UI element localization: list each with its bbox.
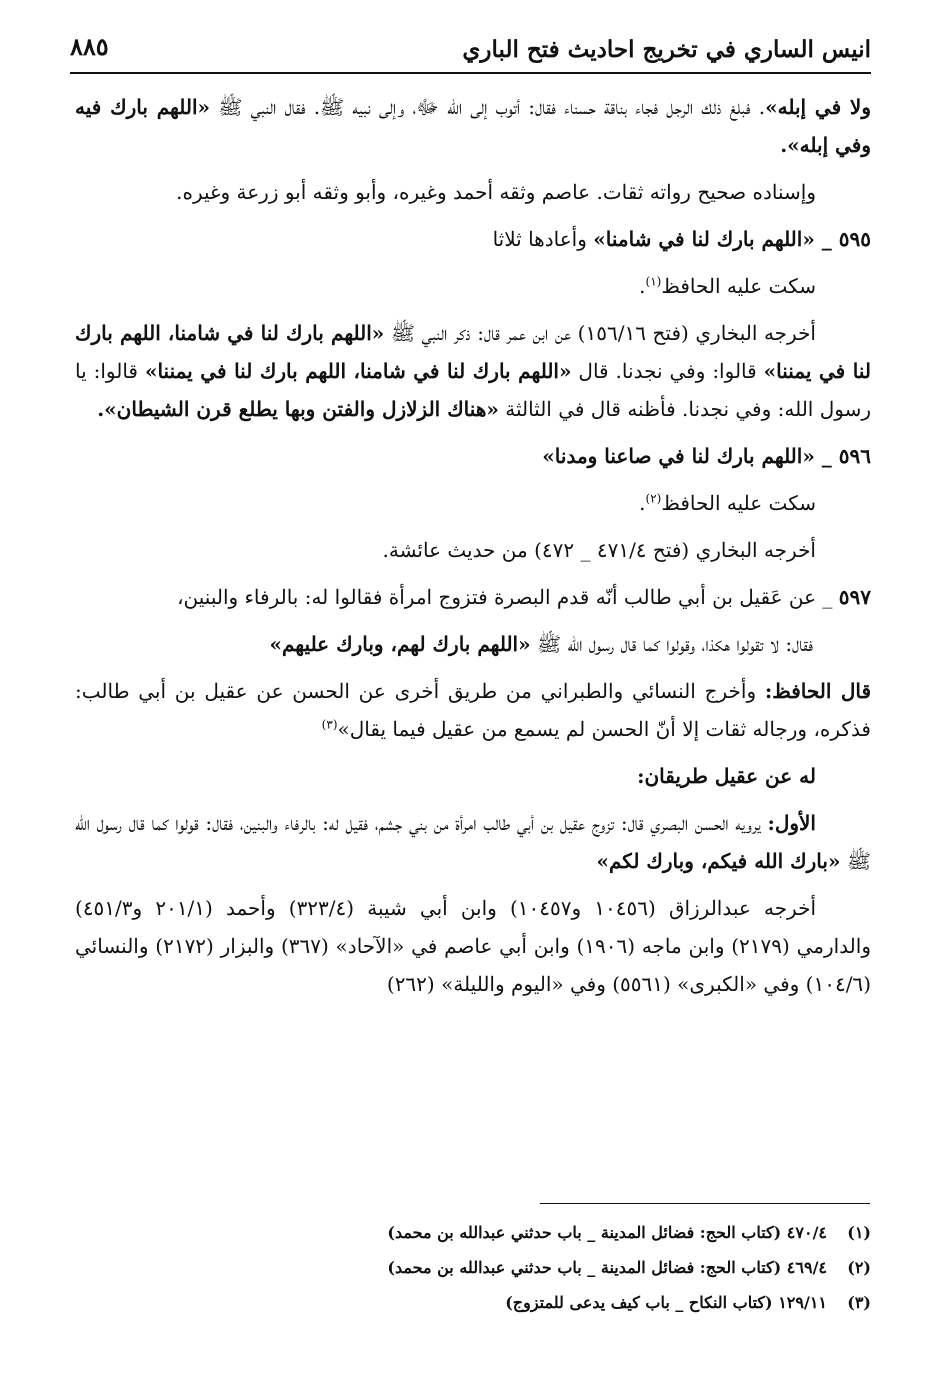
- hafiz-comment: [75, 672, 871, 748]
- takhrij-596: أخرجه البخاري (فتح ٤٧١/٤ _ ٤٧٢) من حديث عائشة.: [382, 538, 816, 562]
- footnote-rule: [540, 1203, 870, 1204]
- page-body: [75, 88, 871, 1012]
- route-label: الأول:: [767, 811, 816, 835]
- footnotes: [75, 1215, 871, 1320]
- hadith-quote: «اللهم بارك لنا في شامنا، اللهم بارك لنا في يمننا»: [75, 321, 872, 383]
- footnote-number: (٢): [847, 1258, 871, 1277]
- isnad-note: وإسناده صحيح رواته ثقات. عاصم وثقه أحمد وغيره، وأبو وثقه أبو زرعة وغيره.: [176, 180, 816, 204]
- footnote-text: ٤٧٠/٤ (كتاب الحج: فضائل المدينة _ باب حدثني عبدالله بن محمد): [387, 1223, 827, 1242]
- paragraph-text: يرويه الحسن البصري قال: تزوج عقيل بن أبي طالب امرأة من بني جشم، فقيل له: بالرفاء والبنين، فقال: قولوا كما قال رسول الله ﷺ: [75, 811, 871, 873]
- hadith-quote: «اللهم بارك لهم، وبارك عليهم»: [269, 632, 531, 656]
- hadith-quote: «هناك الزلازل والفتن وبها يطلع قرن الشيطان».: [97, 397, 499, 421]
- hadith-597-text: _ عن عَقيل بن أبي طالب أنّه قدم البصرة فتزوج امرأة فقالوا له: بالرفاء والبنين،: [177, 585, 839, 609]
- footnote-1: [75, 1215, 871, 1250]
- footnote-number: (٣): [847, 1293, 871, 1312]
- running-title: انيس الساري في تخريج احاديث فتح الباري: [462, 36, 871, 63]
- hadith-quote: «بارك الله فيكم، وبارك لكم»: [596, 849, 841, 873]
- paragraph-text: وأخرج النسائي والطبراني من طريق أخرى عن الحسن عن عقيل بن أبي طالب: فذكره، ورجاله ثقات إلا أنّ الحسن لم يسمع من عقيل فيما يقال»: [75, 679, 871, 741]
- footnote-3: [75, 1285, 871, 1320]
- paragraph-text: قالوا: يا رسول الله: وفي نجدنا. فأظنه قال في الثالثة: [75, 359, 871, 421]
- sakat-note-2: سكت عليه الحافظ$^{(٢)}$.: [639, 491, 816, 515]
- hadith-heading-596: ٥٩٦ _ «اللهم بارك لنا في صاعنا ومدنا»: [542, 444, 871, 468]
- paragraph-text: قالوا: وفي نجدنا. قال: [571, 359, 764, 383]
- hadith-597-body: [75, 625, 871, 663]
- hafiz-label: قال الحافظ:: [764, 679, 872, 703]
- footnote-ref-3: (٣): [321, 717, 338, 732]
- footnote-ref-2: (٢): [645, 491, 662, 506]
- hadith-595-title: ٥٩٥ _ «اللهم بارك لنا في شامنا»: [593, 227, 871, 251]
- sakat-text: سكت عليه الحافظ: [661, 491, 816, 515]
- paragraph-text: . فبلغ ذلك الرجل فجاء بناقة حسناء فقال: أتوب إلى الله ﷻ، وإلى نبيه ﷺ. فقال النبي ﷺ: [210, 95, 766, 119]
- page-number: ٨٨٥: [70, 32, 109, 61]
- takhrij-597: أخرجه عبدالرزاق (١٠٤٥٦ و١٠٤٥٧) وابن أبي شيبة (٣٢٣/٤) وأحمد (٢٠١/١ و٤٥١/٣) والدارمي (٢١٧٩) وابن ماجه (١٩٠٦) وابن أبي عاصم في «الآحاد» (٣٦٧) والبزار (٢١٧٢) والنسائي (١٠٤/٦) وفي «الكبرى» (٥٥٦١) وفي «اليوم والليلة» (٢٦٢): [75, 896, 871, 996]
- footnote-2: [75, 1250, 871, 1285]
- paragraph-continuation: [75, 88, 871, 164]
- page-header: [70, 28, 871, 70]
- hadith-heading-597: [75, 578, 871, 616]
- takhrij-595: [75, 314, 871, 428]
- hadith-597-number: ٥٩٧: [838, 585, 871, 609]
- hadith-quote: ولا في إبله»: [765, 95, 871, 119]
- sakat-text: سكت عليه الحافظ: [661, 274, 816, 298]
- footnote-number: (١): [847, 1223, 871, 1242]
- paragraph-text: أخرجه البخاري (فتح ١٥٦/١٦) عن ابن عمر قال: ذكر النبي ﷺ: [384, 321, 816, 345]
- hadith-quote: «اللهم بارك لنا في شامنا، اللهم بارك لنا في يمننا»: [144, 359, 572, 383]
- first-route: [75, 804, 871, 880]
- footnote-text: ١٢٩/١١ (كتاب النكاح _ باب كيف يدعى للمتزوج): [505, 1293, 827, 1312]
- hadith-595-note: وأعادها ثلاثا: [492, 227, 594, 251]
- sakat-note-1: سكت عليه الحافظ$^{(١)}$.: [639, 274, 816, 298]
- footnote-text: ٤٦٩/٤ (كتاب الحج: فضائل المدينة _ باب حدثني عبدالله بن محمد): [387, 1258, 827, 1277]
- footnote-ref-1: (١): [645, 274, 662, 289]
- header-rule: [70, 72, 871, 74]
- section-heading: له عن عقيل طريقان:: [637, 764, 816, 788]
- hadith-heading-595: [75, 220, 871, 258]
- hadith-quote: «اللهم بارك فيه وفي إبله».: [75, 95, 871, 157]
- paragraph-text: فقال: لا تقولوا هكذا، وقولوا كما قال رسول الله ﷺ: [530, 632, 813, 656]
